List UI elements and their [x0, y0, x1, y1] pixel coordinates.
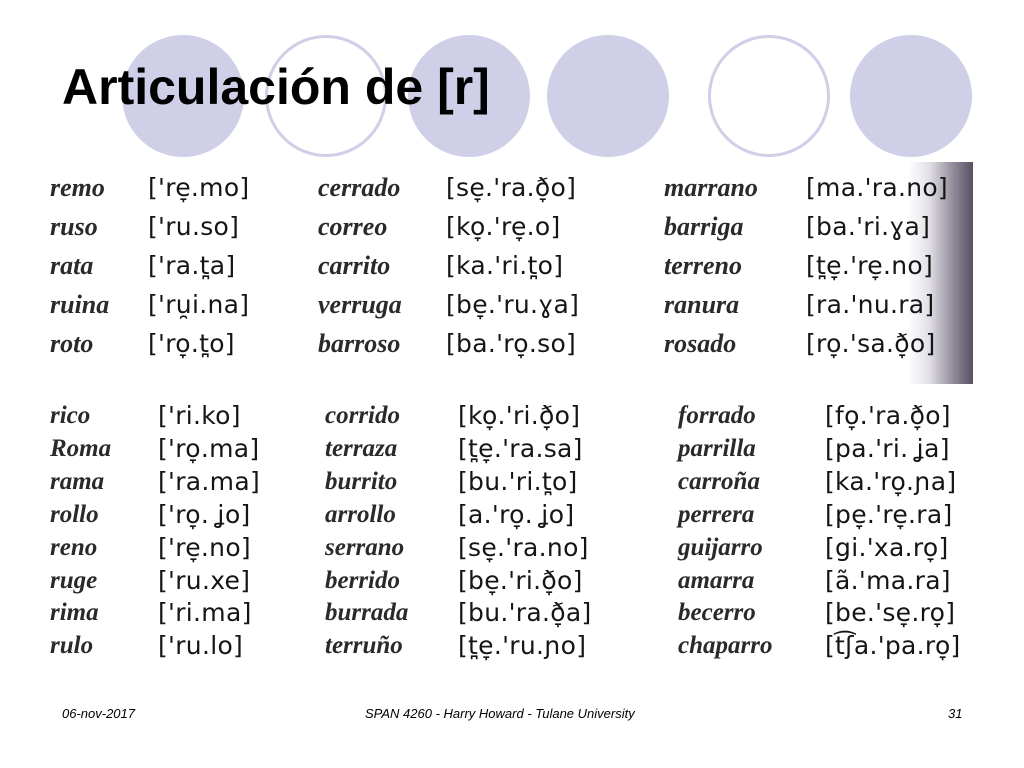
- ipa-transcription: ['re̞.mo]: [148, 173, 250, 202]
- ipa-transcription: [t̪e̞.'re̞.no]: [806, 251, 934, 280]
- spanish-word: rama: [50, 467, 105, 495]
- ipa-transcription: ['ru̯i.na]: [148, 290, 250, 319]
- decorative-circle-outline: [708, 35, 830, 157]
- ipa-transcription: [pa.'ri. ʝa]: [825, 433, 950, 463]
- spanish-word: chaparro: [678, 632, 773, 660]
- ipa-transcription: [se̞.'ra.ð̞o]: [446, 173, 577, 202]
- spanish-word: barriga: [664, 212, 744, 241]
- spanish-word: rata: [50, 251, 94, 280]
- ipa-transcription: ['ro̞.ma]: [158, 433, 260, 463]
- spanish-word: corrido: [325, 402, 400, 429]
- spanish-word: terruño: [325, 632, 403, 660]
- ipa-transcription: ['ra.t̪a]: [148, 251, 236, 280]
- spanish-word: rima: [50, 599, 99, 627]
- ipa-transcription: [be̞.'ri.ð̞o]: [458, 565, 583, 595]
- ipa-transcription: [t̪e̞.'ra.sa]: [458, 433, 583, 463]
- spanish-word: perrera: [678, 500, 755, 528]
- spanish-word: carrito: [318, 251, 391, 280]
- spanish-word: ranura: [664, 290, 740, 319]
- spanish-word: marrano: [664, 173, 758, 202]
- word-table-bottom-1: [50, 400, 320, 670]
- ipa-transcription: ['ro̞. ʝo]: [158, 499, 251, 529]
- spanish-word: guijarro: [678, 533, 763, 561]
- ipa-transcription: [gi.'xa.ro̞]: [825, 532, 949, 562]
- spanish-word: barroso: [318, 329, 401, 358]
- spanish-word: remo: [50, 173, 105, 202]
- ipa-transcription: [be.'se̞.ro̞]: [825, 598, 956, 628]
- spanish-word: correo: [318, 212, 388, 241]
- spanish-word: carroña: [678, 467, 760, 495]
- ipa-transcription: [se̞.'ra.no]: [458, 532, 589, 562]
- ipa-transcription: [bu.'ri.t̪o]: [458, 466, 578, 496]
- spanish-word: serrano: [325, 533, 405, 561]
- ipa-transcription: [pe̞.'re̞.ra]: [825, 499, 953, 529]
- slide-title: Articulación de [r]: [62, 59, 490, 115]
- ipa-transcription: ['ru.xe]: [158, 565, 251, 595]
- word-table-bottom-2: [325, 400, 665, 670]
- spanish-word: verruga: [318, 290, 402, 319]
- spanish-word: reno: [50, 533, 98, 561]
- spanish-word: roto: [50, 329, 94, 358]
- ipa-transcription: [ra.'nu.ra]: [806, 290, 935, 319]
- spanish-word: amarra: [678, 566, 755, 594]
- ipa-transcription: ['ra.ma]: [158, 466, 260, 496]
- spanish-word: ruso: [50, 212, 98, 241]
- ipa-transcription: ['ru.so]: [148, 212, 240, 241]
- ipa-transcription: [ko̞.'re̞.o]: [446, 212, 561, 241]
- ipa-transcription: ['re̞.no]: [158, 532, 251, 562]
- spanish-word: parrilla: [678, 434, 756, 462]
- spanish-word: ruina: [50, 290, 110, 319]
- spanish-word: Roma: [50, 434, 112, 462]
- spanish-word: ruge: [50, 566, 98, 594]
- ipa-transcription: [ka.'ro̞.ɲa]: [825, 466, 957, 496]
- spanish-word: rico: [50, 402, 91, 429]
- ipa-transcription: [ba.'ri.ɣa]: [806, 212, 931, 241]
- footer-page-number: 31: [948, 706, 963, 721]
- ipa-transcription: [ba.'ro̞.so]: [446, 329, 577, 358]
- ipa-transcription: [bu.'ra.ð̞a]: [458, 598, 592, 628]
- ipa-transcription: [t̪e̞.'ru.ɲo]: [458, 631, 587, 661]
- spanish-word: burrito: [325, 467, 398, 495]
- spanish-word: burrada: [325, 599, 409, 627]
- spanish-word: rosado: [664, 329, 737, 358]
- word-table-top-2: [318, 168, 658, 378]
- ipa-transcription: [ma.'ra.no]: [806, 173, 948, 202]
- ipa-transcription: ['ri.ma]: [158, 598, 252, 628]
- decorative-circle-filled: [850, 35, 972, 157]
- ipa-transcription: ['ru.lo]: [158, 631, 244, 661]
- ipa-transcription: [ro̞.'sa.ð̞o]: [806, 329, 936, 358]
- word-table-bottom-3: [678, 400, 998, 670]
- ipa-transcription: ['ro̞.t̪o]: [148, 329, 235, 358]
- footer-date: 06-nov-2017: [62, 706, 135, 721]
- word-table-top-1: [50, 168, 320, 378]
- decorative-circle-filled: [547, 35, 669, 157]
- spanish-word: forrado: [678, 402, 756, 429]
- spanish-word: berrido: [325, 566, 400, 594]
- ipa-transcription: [be̞.'ru.ɣa]: [446, 290, 580, 319]
- footer-course: SPAN 4260 - Harry Howard - Tulane University: [365, 706, 635, 721]
- spanish-word: cerrado: [318, 173, 401, 202]
- spanish-word: rulo: [50, 632, 94, 660]
- ipa-transcription: [ko̞.'ri.ð̞o]: [458, 401, 581, 430]
- ipa-transcription: ['ri.ko]: [158, 401, 241, 430]
- ipa-transcription: [t͡ʃa.'pa.ro̞]: [825, 631, 961, 661]
- spanish-word: arrollo: [325, 500, 396, 528]
- spanish-word: rollo: [50, 500, 99, 528]
- spanish-word: terreno: [664, 251, 742, 280]
- spanish-word: becerro: [678, 599, 756, 627]
- ipa-transcription: [fo̞.'ra.ð̞o]: [825, 401, 951, 430]
- ipa-transcription: [ka.'ri.t̪o]: [446, 251, 564, 280]
- word-table-top-3: [660, 162, 973, 384]
- spanish-word: terraza: [325, 434, 398, 462]
- ipa-transcription: [ã.'ma.ra]: [825, 565, 951, 595]
- ipa-transcription: [a.'ro̞. ʝo]: [458, 499, 575, 529]
